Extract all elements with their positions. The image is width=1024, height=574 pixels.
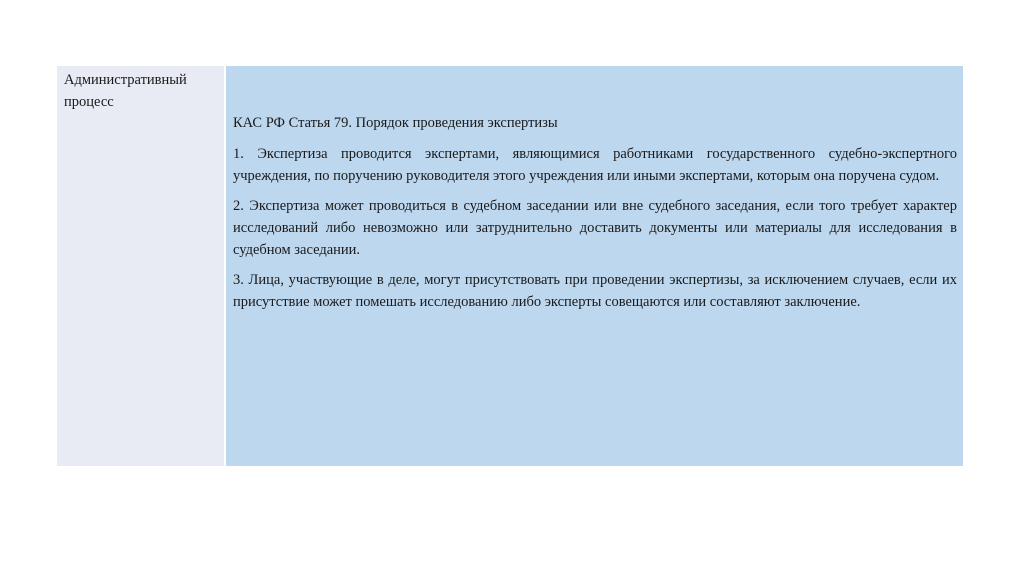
article-paragraph-3: 3. Лица, участвующие в деле, могут присутствовать при проведении экспертизы, за исключением случаев, если их присутствие может помешать исследованию либо эксперты совещаются или составляют заключение. — [233, 272, 957, 310]
article-heading: КАС РФ Статья 79. Порядок проведения экспертизы — [233, 115, 558, 131]
article-paragraph-1: 1. Экспертиза проводится экспертами, являющимися работниками государственного судебно-экспертного учреждения, по поручению руководителя этого учреждения или иными экспертами, которым она поручена судом. — [233, 146, 957, 184]
category-label: Административный процесс — [64, 72, 187, 110]
article-paragraph-2: 2. Экспертиза может проводиться в судебном заседании или вне судебного заседания, если того требует характер исследований либо невозможно или затруднительно доставить документы или материалы для исследования в судебном заседании. — [233, 198, 957, 258]
article-cell — [226, 66, 963, 466]
content-table — [57, 66, 963, 466]
category-cell — [57, 66, 224, 466]
